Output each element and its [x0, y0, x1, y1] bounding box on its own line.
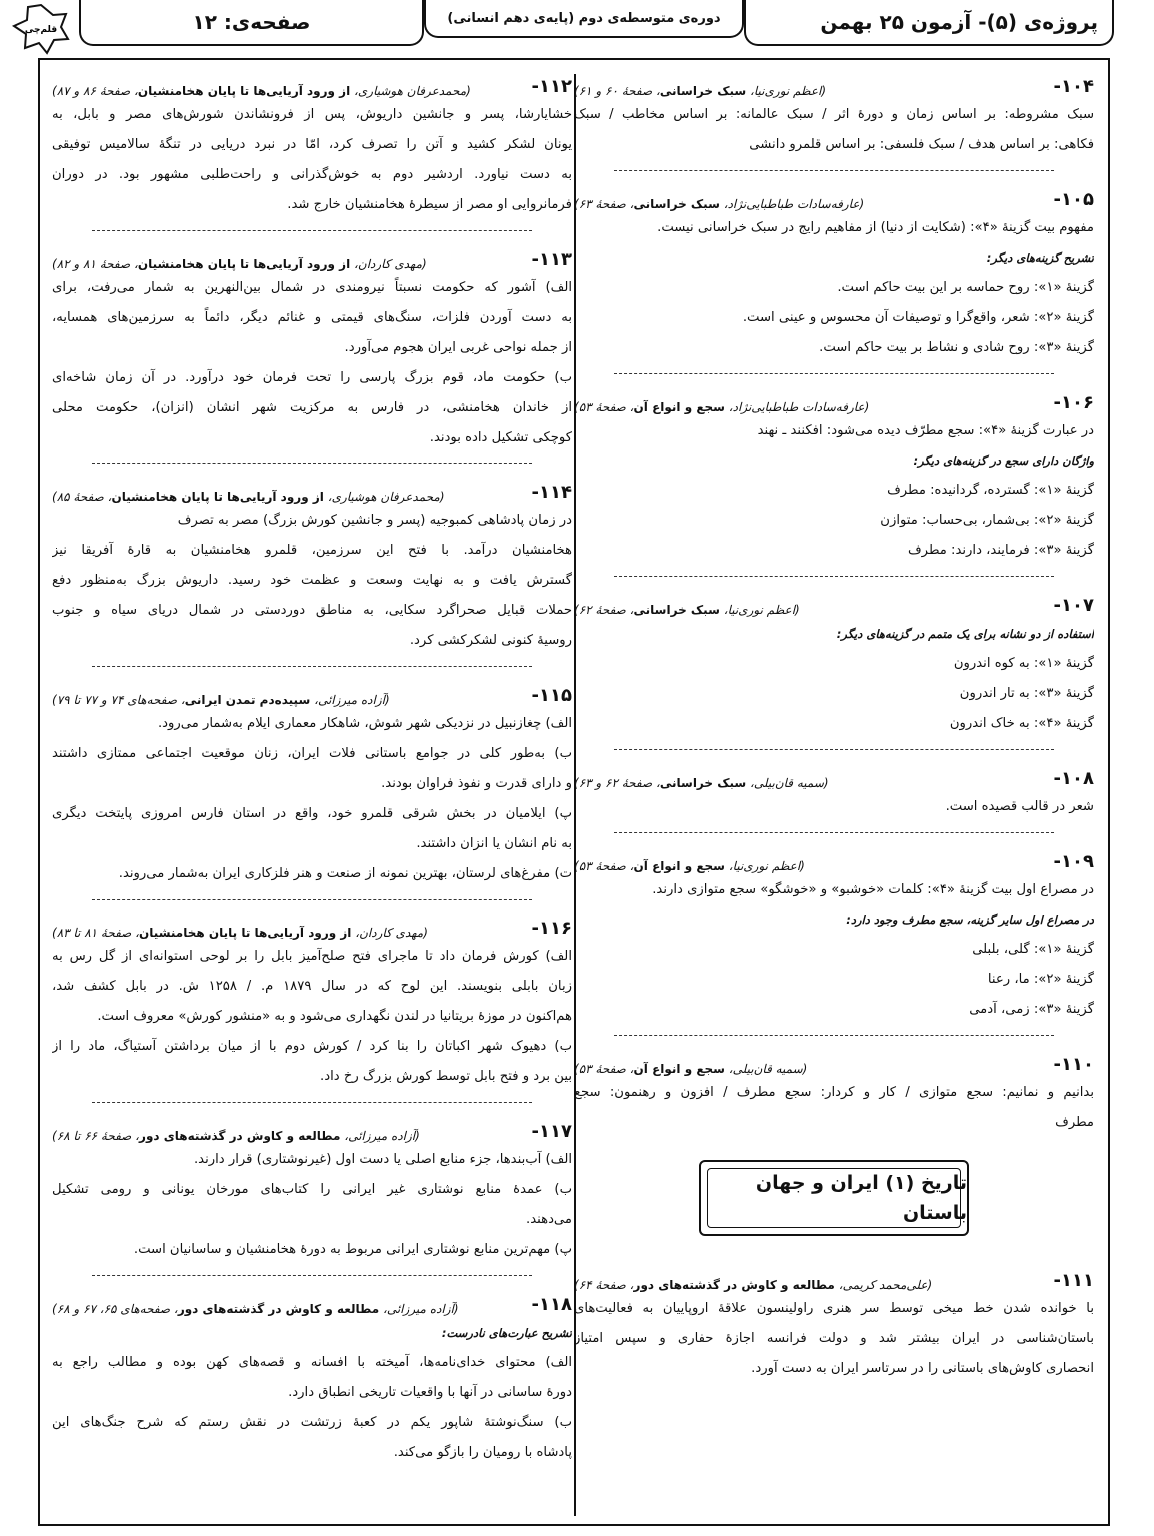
answer-line: الف) آب‌بندها، جزء منابع اصلی یا دست اول (غیرنوشتاری) قرار دارند. [193, 1152, 572, 1167]
source-topic: سپیده‌دم تمدن ایرانی [184, 693, 311, 707]
answer-line: گزینهٔ «۲»: شعر، واقع‌گرا و توصیفات آن محسوس و عینی است. [742, 310, 1094, 325]
answer-line: ت) مفرغ‌های لرستان، بهترین نمونه از صنعت و هنر فلزکاری ایران به‌شمار می‌روند. [118, 866, 572, 881]
source-page: ، صفحهٔ ۶۶ تا ۶۸) [52, 1129, 140, 1143]
source-topic: مطالعه و کاوش در گذشته‌های دور [177, 1302, 380, 1316]
question-header [574, 591, 1094, 619]
source-topic: سبک خراسانی [659, 84, 747, 98]
source-topic: مطالعه و کاوش در گذشته‌های دور [633, 1278, 835, 1292]
question-block [574, 1050, 1094, 1138]
source-page: ، صفحه‌های ۶۵، ۶۷ و ۶۸) [52, 1302, 178, 1316]
answer-line: گزینهٔ «۱»: گسترده، گردانیده: مطرف [887, 483, 1094, 498]
dashed-separator [614, 749, 1054, 750]
source-page: ، صفحهٔ ۵۳) [574, 400, 634, 414]
question-header [574, 764, 1094, 792]
source-topic: از ورود آریایی‌ها تا پایان هخامنشیان [139, 926, 352, 940]
answer-line: مطرف [1055, 1115, 1094, 1130]
section-title: تاریخ (۱) ایران و جهان باستان [755, 1172, 967, 1224]
source-page: ، صفحهٔ ۶۲ و ۶۳) [574, 776, 660, 790]
source-page: ، صفحهٔ ۵۳) [574, 1062, 634, 1076]
question-number: ۱۰۸- [1053, 768, 1094, 789]
question-header [574, 185, 1094, 213]
answer-line: دورهٔ ساسانی در آنها با واقعیات تاریخی انطباق دارد. [288, 1385, 572, 1400]
source-topic: مطالعه و کاوش در گذشته‌های دور [139, 1129, 341, 1143]
answer-line: می‌دهند. [526, 1212, 572, 1227]
dashed-separator [92, 1102, 532, 1103]
answer-line: الف) کورش فرمان داد تا ماجرای فتح صلح‌آمیز بابل را بر لوحی استوانه‌ای از گل رس به [52, 949, 572, 964]
answer-line: الف) محتوای خدای‌نامه‌ها، آمیخته با افسانه و قصه‌های کهن بوده و مطالب راجع به [52, 1355, 572, 1370]
source-author: (سمیه قان‌بیلی، [724, 1062, 808, 1076]
dashed-separator [614, 832, 1054, 833]
dashed-separator [614, 170, 1054, 171]
question-header [52, 1290, 572, 1318]
question-block [52, 1117, 572, 1276]
answer-line: پ) ایلامیان در بخش شرقی قلمرو خود، واقع در استان فارس امروزی پایتخت دیگری [52, 806, 572, 821]
answer-line: گزینهٔ «۱»: روح حماسه بر این بیت حاکم است. [837, 280, 1094, 295]
answer-line: هم‌اکنون در موزهٔ بریتانیا در لندن نگهداری می‌شود و به «منشور کورش» معروف است. [97, 1009, 572, 1024]
answer-line: ب) دهیوک شهر اکباتان را بنا کرد / کورش دوم با از میان برداشتن آستیاگ، ماد را از [52, 1039, 572, 1054]
question-number: ۱۱۵- [531, 685, 572, 706]
question-source [574, 591, 800, 625]
answer-line: گزینهٔ «۱»: به کوه اندرون [953, 656, 1094, 671]
question-block [52, 72, 572, 231]
source-page: ، صفحهٔ ۶۳) [574, 197, 634, 211]
answer-line: در زمان پادشاهی کمبوجیه (پسر و جانشین کورش بزرگ) مصر به تصرف [177, 513, 572, 528]
question-header [52, 914, 572, 942]
answer-line: گزینهٔ «۴»: به خاک اندرون [949, 716, 1094, 731]
question-block [574, 1266, 1094, 1384]
source-author: (عارفه‌سادات طباطبایی‌نژاد، [719, 197, 865, 211]
page-number: صفحه‌ی: ۱۲ [79, 0, 424, 46]
source-author: (محمدعرفان هوشیاری، [350, 84, 471, 98]
answer-line: الف) آشور که حکومت نسبتاً نیرومندی در شمال بین‌النهرین به شمار می‌رفت، برای [52, 280, 572, 295]
source-topic: سجع و انواع آن [633, 859, 725, 873]
source-author: (مهدی کاردان، [351, 926, 428, 940]
answer-line: بدانیم و نمانیم: سجع متوازی / کار و کردار: سجع مطرف / افزون و رهنمون: سجع [574, 1085, 1094, 1100]
answer-line: گزینهٔ «۱»: گلی، بلبلی [972, 942, 1094, 957]
question-header [52, 1117, 572, 1145]
right-column [574, 72, 1094, 1384]
answer-line: گسترش یافت و به نهایت وسعت و عظمت خود رسید. داریوش بزرگ به‌منظور دفع [52, 573, 572, 588]
source-author: (اعظم نوری‌نیا، [746, 84, 827, 98]
page-frame [38, 58, 1110, 1526]
question-header [52, 245, 572, 273]
question-number: ۱۱۲- [531, 76, 572, 97]
source-page: ، صفحهٔ ۸۶ و ۸۷) [52, 84, 138, 98]
answer-line: بین برد و فتح بابل توسط کورش بزرگ رخ داد. [320, 1069, 572, 1084]
answer-line: فرمانروایی او مصر از سیطرهٔ هخامنشیان خارج شد. [287, 197, 572, 212]
answer-line: به دست نیاورد. اردشیر دوم به خوش‌گذرانی و راحت‌طلبی مشهور بود. در دوران [52, 167, 572, 182]
question-source [52, 1290, 459, 1324]
ghalamchi-logo [6, 2, 76, 56]
question-header [574, 388, 1094, 416]
source-author: (آزاده میرزائی، [379, 1302, 459, 1316]
left-column [52, 72, 572, 1468]
answer-line: گزینهٔ «۳»: فرمایند، دارند: مطرف [908, 543, 1094, 558]
source-topic: سبک خراسانی [633, 603, 720, 617]
source-author: (سمیه قان‌بیلی، [746, 776, 829, 790]
answer-line: هخامنشیان درآمد. با فتح این سرزمین، قلمرو هخامنشیان به قارهٔ آفریقا نیز [52, 543, 572, 558]
question-header [52, 72, 572, 100]
dashed-separator [92, 899, 532, 900]
answer-subheading: واژگان دارای سجع در گزینه‌های دیگر: [913, 454, 1094, 468]
source-topic: از ورود آریایی‌ها تا پایان هخامنشیان [137, 84, 351, 98]
answer-line: به دست آوردن فلزات، سنگ‌های قیمتی و غنائم دیگر، دائماً به سرزمین‌های همسایه، [52, 310, 572, 325]
answer-subheading: استفاده از دو نشانه برای یک متمم در گزینه‌های دیگر: [836, 627, 1094, 641]
source-author: (اعظم نوری‌نیا، [724, 859, 805, 873]
question-block [574, 185, 1094, 374]
question-block [574, 764, 1094, 833]
answer-line: پادشاه با رومیان را بازگو می‌کند. [393, 1445, 572, 1460]
source-author: (اعظم نوری‌نیا، [719, 603, 800, 617]
dashed-separator [92, 666, 532, 667]
source-topic: سبک خراسانی [659, 776, 747, 790]
question-block [52, 1290, 572, 1468]
answer-line: فکاهی: بر اساس هدف / سبک فلسفی: بر اساس قلمرو دانشی [749, 137, 1094, 152]
svg-text:قلم‌چی: قلم‌چی [24, 25, 58, 35]
answer-line: سبک مشروطه: بر اساس زمان و دورهٔ اثر / سبک عالمانه: بر اساس مخاطب / سبک [574, 107, 1094, 122]
answer-line: حملات قبایل صحراگرد سکایی، به مناطق دوردستی در شمال دریای سیاه و جنوب [52, 603, 572, 618]
question-number: ۱۰۶- [1053, 392, 1094, 413]
question-block [574, 591, 1094, 750]
question-number: ۱۱۰- [1053, 1054, 1094, 1075]
source-page: ، صفحهٔ ۶۲) [574, 603, 634, 617]
dashed-separator [614, 576, 1054, 577]
question-number: ۱۰۵- [1053, 189, 1094, 210]
source-topic: از ورود آریایی‌ها تا پایان هخامنشیان [137, 257, 351, 271]
answer-line: باستان‌شناسی در ایران بیشتر شد و دولت فرانسه اجازهٔ حفاری و سپس امتیاز [574, 1331, 1094, 1346]
question-source [574, 764, 829, 798]
answer-line: گزینهٔ «۳»: به تار اندرون [959, 686, 1094, 701]
answer-line: الف) چغازنبیل در نزدیکی شهر شوش، شاهکار معماری ایلام به‌شمار می‌رود. [157, 716, 572, 731]
dashed-separator [614, 1035, 1054, 1036]
question-block [52, 681, 572, 900]
answer-line: با خوانده شدن خط میخی توسط سر هنری راولینسون علاقهٔ اروپاییان به فعالیت‌های [574, 1301, 1094, 1316]
answer-line: در عبارت گزینهٔ «۴»: سجع مطرّف دیده می‌شود: افکنند ـ نهند [757, 423, 1094, 438]
question-header [574, 1266, 1094, 1294]
source-page: ، صفحهٔ ۵۳) [574, 859, 634, 873]
question-block [574, 847, 1094, 1036]
question-header [52, 681, 572, 709]
question-block [52, 245, 572, 464]
source-author: (آزاده میرزائی، [310, 693, 390, 707]
answer-line: ب) عمدهٔ منابع نوشتاری غیر ایرانی را کتاب‌های مورخان یونانی و رومی تشکیل [52, 1182, 572, 1197]
source-author: (آزاده میرزائی، [340, 1129, 420, 1143]
question-header [574, 1050, 1094, 1078]
answer-line: ب) حکومت ماد، قوم بزرگ پارسی را تحت فرمان خود درآورد. در آن زمان شاخه‌ای [52, 370, 572, 385]
answer-line: شعر در قالب قصیده است. [945, 799, 1094, 814]
question-number: ۱۰۹- [1053, 851, 1094, 872]
answer-line: و دارای قدرت و نفوذ فراوان بودند. [381, 776, 572, 791]
answer-line: کوچکی تشکیل داده بودند. [429, 430, 572, 445]
question-number: ۱۰۷- [1053, 595, 1094, 616]
section-title-box [699, 1160, 969, 1236]
answer-line: در مصراع اول بیت گزینهٔ «۴»: کلمات «خوشبو» و «خوشگو» سجع متوازی دارند. [652, 882, 1094, 897]
source-page: ، صفحهٔ ۸۱ و ۸۲) [52, 257, 138, 271]
source-page: ، صفحه‌های ۷۴ و ۷۷ تا ۷۹) [52, 693, 185, 707]
question-number: ۱۰۴- [1053, 76, 1094, 97]
answer-line: گزینهٔ «۲»: ما، رعنا [987, 972, 1094, 987]
question-block [52, 914, 572, 1103]
source-topic: از ورود آریایی‌ها تا پایان هخامنشیان [111, 490, 324, 504]
question-number: ۱۱۶- [531, 918, 572, 939]
question-header [574, 72, 1094, 100]
source-page: ، صفحهٔ ۶۰ و ۶۱) [574, 84, 660, 98]
source-page: ، صفحهٔ ۶۴) [574, 1278, 634, 1292]
dashed-separator [92, 230, 532, 231]
question-block [574, 72, 1094, 171]
question-number: ۱۱۴- [531, 482, 572, 503]
source-page: ، صفحهٔ ۸۱ تا ۸۳) [52, 926, 140, 940]
dashed-separator [92, 1275, 532, 1276]
question-block [574, 388, 1094, 577]
question-number: ۱۱۷- [531, 1121, 572, 1142]
dashed-separator [92, 463, 532, 464]
answer-line: به نام انشان یا انزان داشتند. [416, 836, 572, 851]
answer-line: یونان لشکر کشید و آتن را تصرف کرد، امّا در نبرد دریایی در تنگهٔ سالامیس توفیقی [52, 137, 572, 152]
answer-line: روسیهٔ کنونی لشکرکشی کرد. [409, 633, 572, 648]
source-page: ، صفحهٔ ۸۵) [52, 490, 112, 504]
page-header [0, 0, 1154, 58]
answer-line: خشایارشا، پسر و جانشین داریوش، پس از فرونشاندن شورش‌های مصر و بابل، به [52, 107, 572, 122]
source-topic: سبک خراسانی [633, 197, 720, 211]
question-number: ۱۱۳- [531, 249, 572, 270]
question-number: ۱۱۱- [1053, 1270, 1094, 1291]
answer-line: از خاندان هخامنشی، در فارس به مرکزیت شهر انشان (انزان)، حکومت محلی [52, 400, 572, 415]
answer-subheading: در مصراع اول سایر گزینه، سجع مطرف وجود دارد: [846, 913, 1094, 927]
exam-title: پروژه‌ی (۵)- آزمون ۲۵ بهمن [744, 0, 1114, 46]
question-header [52, 478, 572, 506]
dashed-separator [614, 373, 1054, 374]
answer-line: گزینهٔ «۲»: بی‌شمار، بی‌حساب: متوازن [880, 513, 1094, 528]
source-topic: سجع و انواع آن [633, 400, 725, 414]
grade-label: دوره‌ی متوسطه‌ی دوم (پایه‌ی دهم انسانی) [424, 0, 744, 38]
answer-line: گزینهٔ «۳»: زمی، آدمی [969, 1002, 1094, 1017]
answer-line: مفهوم بیت گزینهٔ «۴»: (شکایت از دنیا) از مفاهیم رایج در سبک خراسانی نیست. [657, 220, 1094, 235]
answer-line: گزینهٔ «۳»: روح شادی و نشاط بر بیت حاکم است. [819, 340, 1094, 355]
source-topic: سجع و انواع آن [633, 1062, 725, 1076]
answer-line: پ) مهم‌ترین منابع نوشتاری ایرانی مربوط به دورهٔ هخامنشیان و ساسانیان است. [133, 1242, 572, 1257]
source-author: (عارفه‌سادات طباطبایی‌نژاد، [724, 400, 870, 414]
answer-line: از جمله نواحی غربی ایران هجوم می‌آورد. [344, 340, 572, 355]
answer-line: ب) به‌طور کلی در جوامع باستانی فلات ایران، زنان موقعیت اجتماعی ممتازی داشتند [52, 746, 572, 761]
answer-line: زبان بابلی بنویسند. این لوح که در سال ۱۸۷۹ م. / ۱۲۵۸ ش. در بابل کشف شد، [52, 979, 572, 994]
answer-subheading: تشریح گزینه‌های دیگر: [986, 251, 1094, 265]
question-block [52, 478, 572, 667]
question-header [574, 847, 1094, 875]
answer-line: انحصاری کاوش‌های باستانی را در سرتاسر ایران به دست آورد. [751, 1361, 1094, 1376]
answer-line: ب) سنگ‌نوشتهٔ شاپور یکم در کعبهٔ زرتشت در نقش رستم که شرح جنگ‌های این [52, 1415, 572, 1430]
source-author: (علی‌محمد کریمی، [834, 1278, 933, 1292]
source-author: (مهدی کاردان، [350, 257, 427, 271]
answer-subheading: تشریح عبارت‌های نادرست: [441, 1326, 572, 1340]
question-number: ۱۱۸- [531, 1294, 572, 1315]
source-author: (محمدعرفان هوشیاری، [323, 490, 445, 504]
